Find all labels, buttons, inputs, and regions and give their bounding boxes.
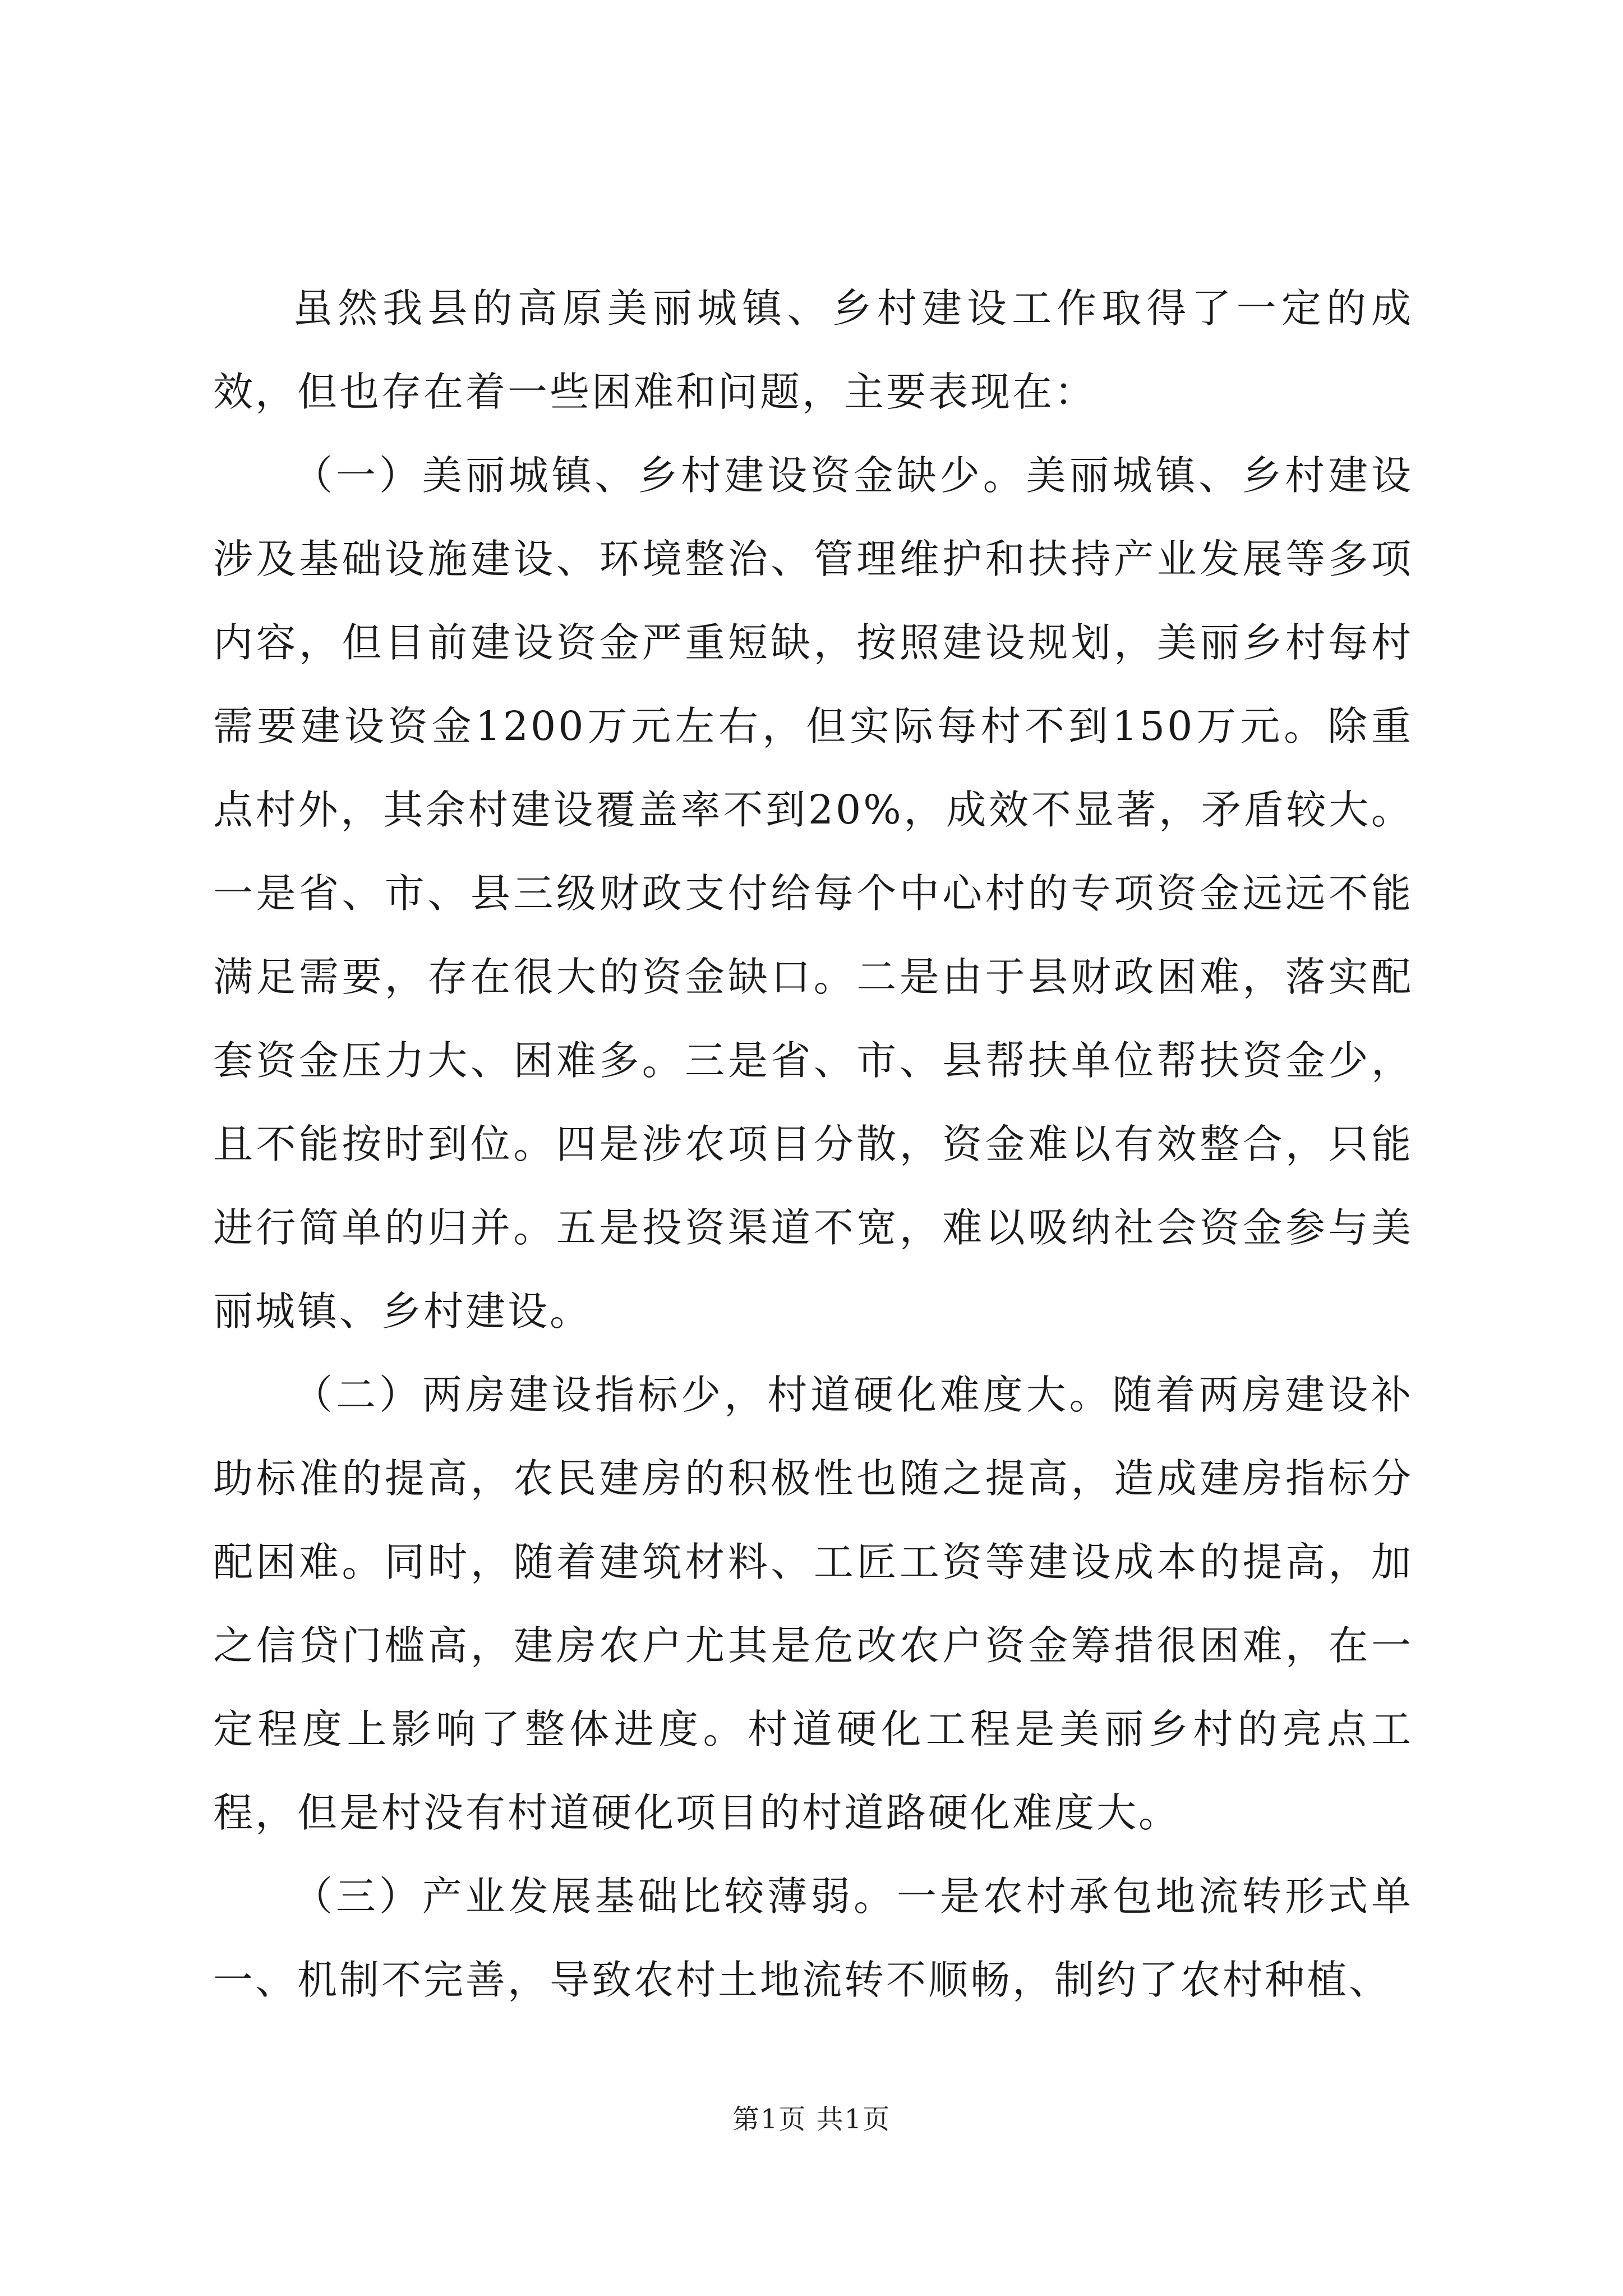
paragraph-section-1: （一）美丽城镇、乡村建设资金缺少。美丽城镇、乡村建设涉及基础设施建设、环境整治、管理维护和扶持产业发展等多项内容，但目前建设资金严重短缺，按照建设规划，美丽乡村每村需要建设资金1200万元左右，但实际每村不到150万元。除重点村外，其余村建设覆盖率不到20%，成效不显著，矛盾较大。一是省、市、县三级财政支付给每个中心村的专项资金远远不能满足需要，存在很大的资金缺口。二是由于县财政困难，落实配套资金压力大、困难多。三是省、市、县帮扶单位帮扶资金少，且不能按时到位。四是涉农项目分散，资金难以有效整合，只能进行简单的归并。五是投资渠道不宽，难以吸纳社会资金参与美丽城镇、乡村建设。 (213, 452, 1413, 1335)
page-number-footer: 第1页 共1页 (732, 2104, 891, 2135)
paragraph-section-2: （二）两房建设指标少，村道硬化难度大。随着两房建设补助标准的提高，农民建房的积极性也随之提高，造成建房指标分配困难。同时，随着建筑材料、工匠工资等建设成本的提高，加之信贷门槛高，建房农户尤其是危改农户资金筹措很困难，在一定程度上影响了整体进度。村道硬化工程是美丽乡村的亮点工程，但是村没有村道硬化项目的村道路硬化难度大。 (213, 1372, 1413, 1836)
document-body (213, 266, 1413, 2022)
paragraph-intro: 虽然我县的高原美丽城镇、乡村建设工作取得了一定的成效，但也存在着一些困难和问题，主要表现在： (213, 285, 1413, 415)
paragraph-section-3: （三）产业发展基础比较薄弱。一是农村承包地流转形式单一、机制不完善，导致农村土地流转不顺畅，制约了农村种植、 (213, 1873, 1413, 2003)
